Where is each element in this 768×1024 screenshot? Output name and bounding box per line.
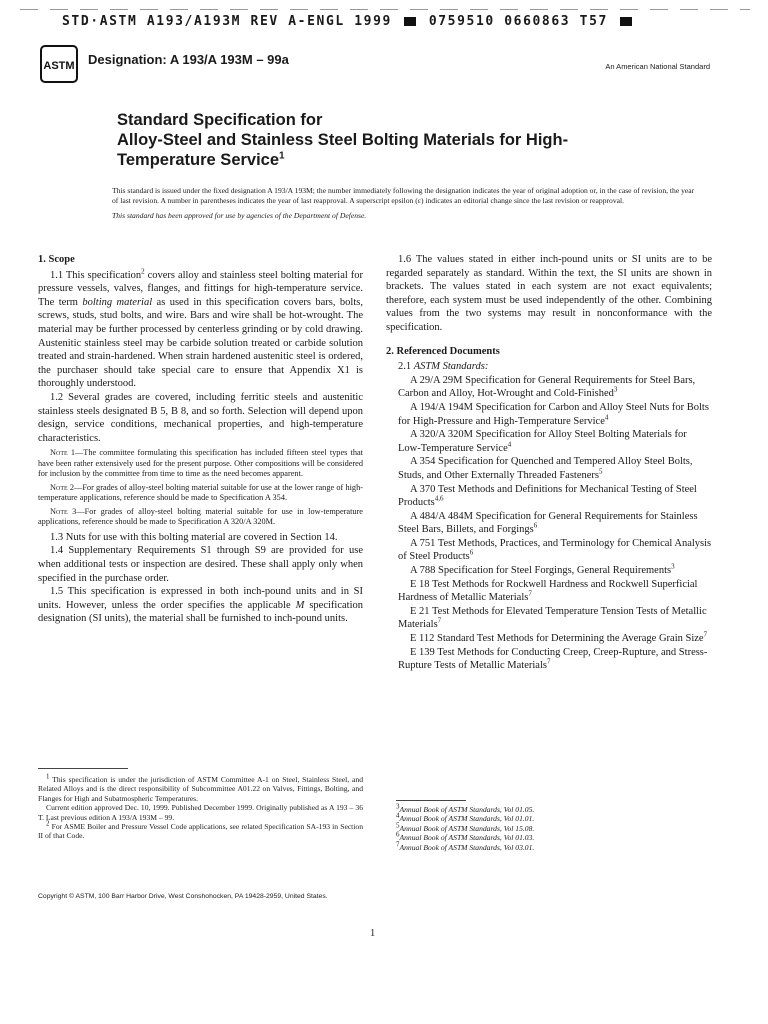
copyright: Copyright © ASTM, 100 Barr Harbor Drive, West Conshohocken, PA 19428-2959, United States. — [38, 893, 328, 900]
notice-text: This standard is issued under the fixed designation A 193/A 193M; the number immediately following the designation indicates the year of original adoption or, in the case of revision, the year of last revision. A number in parentheses indicates the year of last reapproval. A superscript epsilon (ε) indicates an editorial change since the last revision or reapproval. — [112, 186, 695, 205]
reference-item: A 194/A 194M Specification for Carbon and Alloy Steel Nuts for Bolts for High-Pressure and High-Temperature Service$^4$ — [398, 401, 709, 427]
reference-item: A 320/A 320M Specification for Alloy Steel Bolting Materials for Low-Temperature Service$^4$ — [398, 429, 687, 454]
paragraph-1-3: 1.3 Nuts for use with this bolting material are covered in Section 14. — [50, 531, 338, 543]
header-rule — [20, 9, 750, 10]
note-2: Note 2—For grades of alloy-steel bolting material suitable for use at the lower range of high-temperature applications, reference should be made to Specification A 354. — [38, 482, 363, 503]
left-column — [38, 253, 363, 626]
print-header — [62, 14, 635, 29]
referenced-documents-heading: 2. Referenced Documents — [386, 345, 500, 357]
paragraph-1-5: 1.5 This specification is expressed in both inch-pound units and in SI units. However, unless the order specifies the applicable M specification designation (SI units), the material shall be furnished to inch-pound units. — [38, 586, 363, 625]
reference-item: A 354 Specification for Quenched and Tempered Alloy Steel Bolts, Studs, and Other Externally Threaded Fasteners$^5$ — [398, 456, 693, 481]
reference-item: A 751 Test Methods, Practices, and Terminology for Chemical Analysis of Steel Products$^6$ — [398, 537, 712, 563]
footnote: $^5$Annual Book of ASTM Standards, Vol 15.08. — [396, 821, 535, 833]
paragraph-1-4: 1.4 Supplementary Requirements S1 through S9 are provided for use when additional tests or inspection are desired. These shall apply only when specified in the purchase order. — [38, 545, 363, 584]
footnote-list — [396, 802, 696, 852]
dod-notice: This standard has been approved for use by agencies of the Department of Defense. — [112, 211, 367, 220]
footnote-list — [38, 772, 363, 841]
title-footnote-mark: 1 — [279, 150, 285, 162]
subsection-2-1: 2.1 ASTM Standards: — [398, 361, 489, 373]
right-column — [386, 253, 712, 673]
reference-item: E 139 Test Methods for Conducting Creep, Creep-Rupture, and Stress-Rupture Tests of Metallic Materials$^7$ — [398, 646, 708, 672]
footnotes-right — [396, 800, 696, 852]
note-3: Note 3—For grades of alloy-steel bolting material suitable for use in low-temperature applications, reference should be made to Specification A 320/A 320M. — [38, 506, 363, 527]
title-line: Temperature Service$^1$ — [117, 150, 285, 169]
reference-item: E 21 Test Methods for Elevated Temperature Tension Tests of Metallic Materials$^7$ — [398, 605, 707, 631]
issuance-notice — [112, 186, 702, 221]
footnote: $^7$Annual Book of ASTM Standards, Vol 03.01. — [396, 840, 535, 852]
black-block-mark — [404, 17, 416, 26]
doc-code: 0759510 0660863 T57 — [428, 14, 608, 29]
document-title — [117, 110, 677, 170]
reference-list — [386, 374, 712, 673]
reference-item: A 370 Test Methods and Definitions for Mechanical Testing of Steel Products$^{4,6}$ — [398, 483, 697, 509]
paragraph-1-6: 1.6 The values stated in either inch-pound units or SI units are to be regarded separately as standard. Within the text, the SI units are shown in brackets. The values stated in each system are not exact equivalents; therefore, each system must be used independently of the other. Combining values from the two systems may result in nonconformance with the specification. — [386, 254, 712, 333]
astm-logo — [40, 45, 78, 83]
footnote-rule — [396, 800, 466, 801]
reference-item: A 484/A 484M Specification for General Requirements for Stainless Steel Bars, Billets, and Forgings$^6$ — [398, 510, 698, 536]
reference-item: A 788 Specification for Steel Forgings, General Requirements$^3$ — [410, 562, 675, 577]
footnotes-left — [38, 768, 363, 841]
designation: Designation: A 193/A 193M – 99a — [88, 52, 289, 67]
footnote: $^3$Annual Book of ASTM Standards, Vol 01.05. — [396, 802, 535, 814]
black-block-mark — [620, 17, 632, 26]
footnote: $^6$Annual Book of ASTM Standards, Vol 01.03. — [396, 830, 535, 843]
title-line: Standard Specification for — [117, 111, 323, 129]
paragraph-1-1: 1.1 This specification$^2$ covers alloy and stainless steel bolting material for pressure vessels, valves, flanges, and fittings for high-temperature service. The term bolting material as used in this specification covers bars, bolts, screws, studs, stud bolts, and wire. Bars and wire shall be hot-wrought. The material may be further processed by centerless grinding or by cold drawing. Austenitic stainless steel may be carbide solution treated or carbide solution treated and strain-hardened. When strain hardened austenitic steel is ordered, the purchaser should take special care to ensure that Appendix X1 is thoroughly understood. — [38, 267, 363, 390]
page-number: 1 — [370, 928, 376, 939]
paragraph-1-2: 1.2 Several grades are covered, including ferritic steels and austenitic stainless steels designated B 5, B 8, and so forth. Selection will depend upon design, service conditions, mechanical properties, and high-temperature characteristics. — [38, 391, 363, 444]
std-code: STD·ASTM A193/A193M REV A-ENGL 1999 — [62, 14, 392, 29]
american-national-standard: An American National Standard — [605, 62, 710, 71]
reference-item: A 29/A 29M Specification for General Requirements for Steel Bars, Carbon and Alloy, Hot-Wrought and Cold-Finished$^3$ — [398, 374, 696, 400]
footnote: Current edition approved Dec. 10, 1999. Published December 1999. Originally published as A 193 – 36 T. Last previous edition A 193/A 193M – 99. — [38, 803, 363, 822]
footnote: $^1$ This specification is under the jurisdiction of ASTM Committee A-1 on Steel, Stainless Steel, and Related Alloys and is the direct responsibility of Subcommittee A01.22 on Valves, Fittings, Bolting, and Flanges for High and Subatmospheric Temperatures. — [38, 772, 363, 803]
footnote: $^2$ For ASME Boiler and Pressure Vessel Code applications, see related Specification SA-193 in Section II of that Code. — [38, 819, 363, 841]
scope-heading: 1. Scope — [38, 254, 75, 265]
title-line: Alloy-Steel and Stainless Steel Bolting Materials for High- — [117, 131, 569, 149]
footnote-rule — [38, 768, 128, 769]
footnote: $^4$Annual Book of ASTM Standards, Vol 01.01. — [396, 811, 535, 824]
reference-item: E 112 Standard Test Methods for Determining the Average Grain Size$^7$ — [410, 630, 708, 645]
note-1: Note 1—The committee formulating this specification has included fifteen steel types that have been rather extensively used for the present purpose. Other compositions will be considered for inclusion by the committee from time to time as the need becomes apparent. — [38, 448, 363, 479]
reference-item: E 18 Test Methods for Rockwell Hardness and Rockwell Superficial Hardness of Metallic Materials$^7$ — [398, 578, 698, 604]
logo-text: ASTM — [43, 60, 75, 72]
